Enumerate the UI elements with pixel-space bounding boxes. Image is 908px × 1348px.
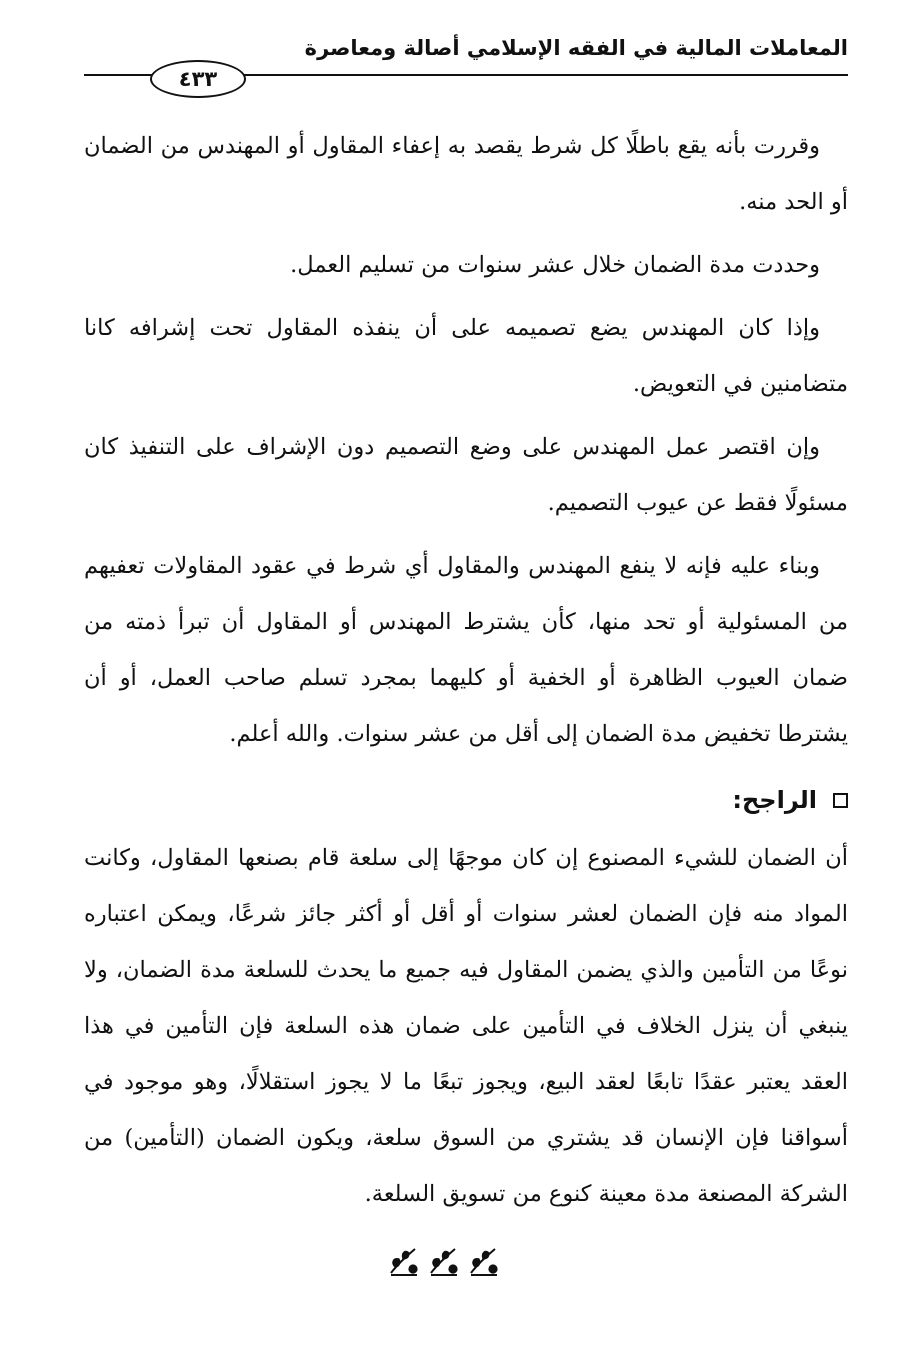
paragraph-4: وإن اقتصر عمل المهندس على وضع التصميم دون الإشراف على التنفيذ كان مسئولًا فقط عن عيوب التصميم. <box>84 434 848 516</box>
floral-ornament-icon <box>385 1243 505 1277</box>
page-header <box>84 30 848 100</box>
paragraph-2: وحددت مدة الضمان خلال عشر سنوات من تسليم العمل. <box>290 252 820 278</box>
section-heading <box>84 770 848 830</box>
page-content <box>84 118 848 1229</box>
paragraph-1: وقررت بأنه يقع باطلًا كل شرط يقصد به إعفاء المقاول أو المهندس من الضمان أو الحد منه. <box>84 133 848 215</box>
paragraph-3: وإذا كان المهندس يضع تصميمه على أن ينفذه المقاول تحت إشرافه كانا متضامنين في التعويض. <box>84 315 848 397</box>
page-number: ٤٣٣ <box>150 60 246 98</box>
section-paragraph: أن الضمان للشيء المصنوع إن كان موجهًا إلى سلعة قام بصنعها المقاول، وكانت المواد منه فإن الضمان لعشر سنوات أو أقل أو أكثر جائز شرعًا، ويمكن اعتباره نوعًا من التأمين والذي يضمن المقاول فيه جميع ما يحدث للسلعة مدة الضمان، ولا ينبغي أن ينزل الخلاف في التأمين على ضمان هذه السلعة فإن التأمين في هذا العقد يعتبر عقدًا تابعًا لعقد البيع، ويجوز تبعًا ما لا يجوز استقلالًا، وهو موجود في أسواقنا فإن الإنسان قد يشتري من السوق سلعة، ويكون الضمان (التأمين) من الشركة المصنعة مدة معينة كنوع من تسويق السلعة. <box>84 845 848 1207</box>
square-bullet-icon <box>833 793 848 808</box>
paragraph-5: وبناء عليه فإنه لا ينفع المهندس والمقاول أي شرط في عقود المقاولات تعفيهم من المسئولية أو تحد منها، كأن يشترط المهندس أو المقاول أن تبرأ ذمته من ضمان العيوب الظاهرة أو الخفية أو كليهما بمجرد تسلم صاحب العمل، أو أن يشترطا تخفيض مدة الضمان إلى أقل من عشر سنوات. والله أعلم. <box>84 553 848 747</box>
running-title: المعاملات المالية في الفقه الإسلامي أصالة ومعاصرة <box>304 36 848 60</box>
section-heading-text: الراجح: <box>732 786 817 814</box>
